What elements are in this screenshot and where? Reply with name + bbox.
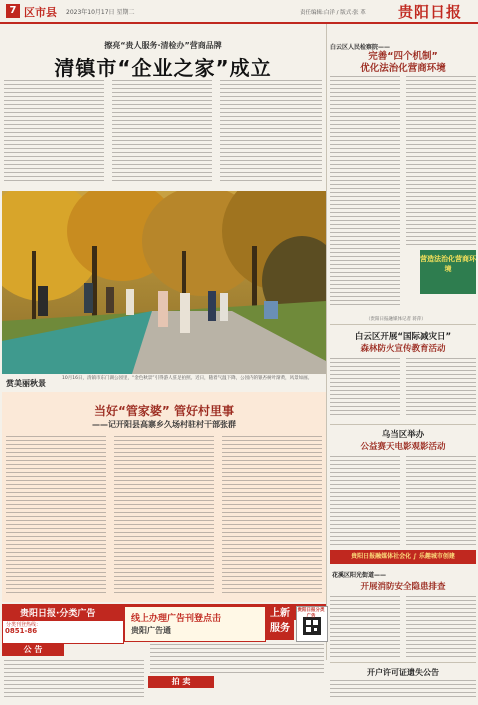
lead-body-col-1 (4, 80, 104, 184)
lower-story (2, 392, 326, 602)
right-s2-title-1: 白云区开展“国际减灾日” (354, 332, 452, 342)
license-loss-notice-title: 开户许可证遗失公告 (367, 668, 439, 677)
slogan-graphic: 营造法治化营商环境 (420, 250, 476, 294)
right-s4-title: 开展消防安全隐患排查 (360, 582, 446, 592)
ad-hotline-number: 0851-86 (5, 627, 38, 635)
autumn-scene-image (2, 191, 326, 374)
new-service-badge: 上新服务 (266, 606, 294, 640)
lower-body-col-2 (114, 436, 214, 596)
right-s2-col-1 (330, 358, 400, 418)
ad-brand-title: 线上办理广告刊登点击 (131, 614, 222, 624)
lead-kicker: 擦亮“贵人服务·清检办”营商品牌 (104, 41, 222, 50)
right-s1-title-1: 完善“四个机制” (368, 51, 438, 62)
auction-heading: 拍 卖 (148, 676, 214, 688)
lower-body-col-3 (222, 436, 322, 596)
right-s1-col-1 (330, 76, 400, 308)
column-divider (326, 24, 327, 660)
photo-caption: 10月16日，清镇市东门湖公园里，“金色秋景”引得游人驻足拍照。近日，随着气温下降，公园内的银杏树叶渐黄，风景如画。 (62, 376, 313, 381)
right-s1-col-2 (406, 76, 476, 246)
divider (330, 424, 476, 425)
lead-body-col-2 (112, 80, 212, 184)
ad-brand-name: 贵阳广告通 (131, 626, 171, 635)
promo-banner: 贵阳日报融媒体社会化 ∫ 乐趣城市创建 (330, 550, 476, 564)
ad-hotline-label: 分类刊登热线： (6, 622, 42, 628)
classified-ads-title: 贵阳日报·分类广告 (20, 609, 96, 619)
right-s3-col-2 (406, 456, 476, 546)
page-header (0, 0, 478, 24)
right-s2-col-2 (406, 358, 476, 418)
right-s1-kicker: 白云区人民检察院—— (330, 44, 391, 51)
right-s1-title-2: 优化法治化营商环境 (360, 63, 446, 74)
page-number: 7 (6, 4, 20, 18)
lead-title: 清镇市“企业之家”成立 (54, 56, 272, 80)
lower-body-col-1 (6, 436, 106, 596)
paper-logo: 贵阳日报 (398, 3, 463, 21)
issue-date: 2023年10月17日 星期二 (66, 9, 135, 16)
photo-section-title: 赏美丽秋景 (6, 379, 46, 388)
lower-story-subtitle: ——记开阳县高寨乡久场村驻村干部张群 (92, 420, 236, 429)
lower-story-title: 当好“管家婆” 管好村里事 (94, 404, 234, 418)
ads-body (150, 644, 324, 674)
right-s4-kicker: 花溪区阳光街道—— (332, 572, 387, 579)
right-s3-title-2: 公益赛天电影观影活动 (360, 442, 446, 452)
divider (330, 662, 476, 663)
right-s4-col-1 (330, 596, 400, 658)
autumn-park-photo (2, 191, 326, 374)
notice-body (4, 660, 144, 700)
license-loss-notice-body (330, 680, 476, 700)
right-s3-col-1 (330, 456, 400, 546)
right-s3-title-1: 乌当区举办 (381, 430, 425, 440)
right-s2-title-2: 森林防火宣传教育活动 (360, 344, 446, 354)
right-s1-source: （贵阳日报融媒体记者 蒋萍） (366, 317, 426, 322)
section-name: 区市县 (24, 6, 57, 19)
qr-caption: 贵阳日报分类广告 (297, 608, 325, 619)
divider (330, 324, 476, 325)
lead-body-col-3 (220, 80, 322, 184)
notice-heading: 公 告 (2, 644, 64, 656)
ad-brand-box[interactable] (124, 606, 266, 642)
right-s4-col-2 (406, 596, 476, 658)
editor-line: 责任编辑:白洋 / 版式:张 革 (300, 10, 366, 16)
